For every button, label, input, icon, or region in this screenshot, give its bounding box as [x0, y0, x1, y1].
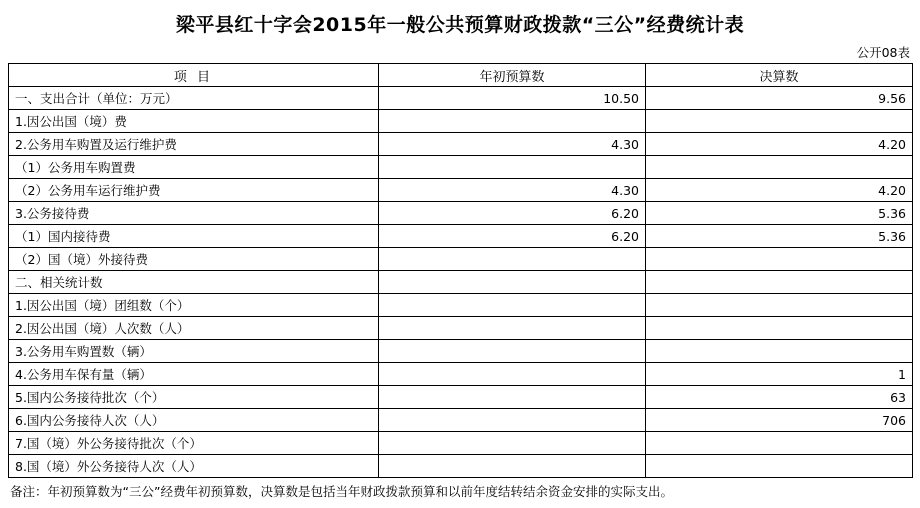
sheet-code-label: 公开08表: [856, 45, 910, 60]
row-final-value: [646, 432, 913, 455]
table-row: [9, 156, 913, 179]
row-label: （1）国内接待费: [9, 225, 379, 248]
table-row: [9, 248, 913, 271]
row-label: 二、相关统计数: [9, 271, 379, 294]
table-row: [9, 455, 913, 478]
row-label: 5.国内公务接待批次（个）: [9, 386, 379, 409]
budget-table: [8, 63, 913, 478]
row-final-value: [646, 271, 913, 294]
row-final-value: 5.36: [646, 225, 913, 248]
page-title: 梁平县红十字会2015年一般公共预算财政拨款“三公”经费统计表: [175, 14, 745, 36]
table-row: [9, 317, 913, 340]
table-row: [9, 340, 913, 363]
footnote: 备注：年初预算数为“三公”经费年初预算数，决算数是包括当年财政拨款预算和以前年度结转结余资金安排的实际支出。: [10, 484, 673, 499]
table-row: [9, 225, 913, 248]
row-label: （2）公务用车运行维护费: [9, 179, 379, 202]
row-label: 3.公务用车购置数（辆）: [9, 340, 379, 363]
row-label: 6.国内公务接待人次（人）: [9, 409, 379, 432]
row-final-value: 4.20: [646, 133, 913, 156]
row-final-value: [646, 248, 913, 271]
row-final-value: [646, 294, 913, 317]
row-budget-value: 4.30: [379, 179, 646, 202]
row-budget-value: 10.50: [379, 87, 646, 110]
row-budget-value: [379, 409, 646, 432]
row-label: 2.公务用车购置及运行维护费: [9, 133, 379, 156]
row-final-value: 9.56: [646, 87, 913, 110]
row-budget-value: [379, 156, 646, 179]
row-budget-value: 6.20: [379, 225, 646, 248]
row-budget-value: 6.20: [379, 202, 646, 225]
table-row: [9, 179, 913, 202]
column-header-final: 决算数: [646, 64, 913, 87]
row-label: 2.因公出国（境）人次数（人）: [9, 317, 379, 340]
row-final-value: [646, 156, 913, 179]
table-row: [9, 110, 913, 133]
column-header-item: 项 目: [9, 64, 379, 87]
row-budget-value: [379, 455, 646, 478]
table-row: [9, 432, 913, 455]
table-row: [9, 294, 913, 317]
row-label: 8.国（境）外公务接待人次（人）: [9, 455, 379, 478]
row-label: 4.公务用车保有量（辆）: [9, 363, 379, 386]
row-budget-value: [379, 317, 646, 340]
table-header: [9, 64, 913, 87]
table-row: [9, 409, 913, 432]
row-final-value: 4.20: [646, 179, 913, 202]
column-header-budget: 年初预算数: [379, 64, 646, 87]
row-final-value: [646, 110, 913, 133]
row-label: （1）公务用车购置费: [9, 156, 379, 179]
table-row: [9, 271, 913, 294]
row-final-value: 1: [646, 363, 913, 386]
table-header-row: [9, 64, 913, 87]
row-budget-value: [379, 110, 646, 133]
row-label: 1.因公出国（境）费: [9, 110, 379, 133]
table-row: [9, 133, 913, 156]
table-row: [9, 202, 913, 225]
row-final-value: [646, 340, 913, 363]
row-budget-value: [379, 271, 646, 294]
row-budget-value: [379, 248, 646, 271]
row-final-value: 706: [646, 409, 913, 432]
row-budget-value: [379, 294, 646, 317]
row-final-value: 5.36: [646, 202, 913, 225]
table-row: [9, 87, 913, 110]
row-final-value: [646, 317, 913, 340]
row-label: （2）国（境）外接待费: [9, 248, 379, 271]
row-label: 一、支出合计（单位：万元）: [9, 87, 379, 110]
table-row: [9, 386, 913, 409]
table-row: [9, 363, 913, 386]
table-body: [9, 87, 913, 478]
row-budget-value: 4.30: [379, 133, 646, 156]
row-budget-value: [379, 386, 646, 409]
row-label: 7.国（境）外公务接待批次（个）: [9, 432, 379, 455]
row-budget-value: [379, 340, 646, 363]
row-label: 3.公务接待费: [9, 202, 379, 225]
row-label: 1.因公出国（境）团组数（个）: [9, 294, 379, 317]
row-final-value: [646, 455, 913, 478]
row-final-value: 63: [646, 386, 913, 409]
row-budget-value: [379, 363, 646, 386]
row-budget-value: [379, 432, 646, 455]
